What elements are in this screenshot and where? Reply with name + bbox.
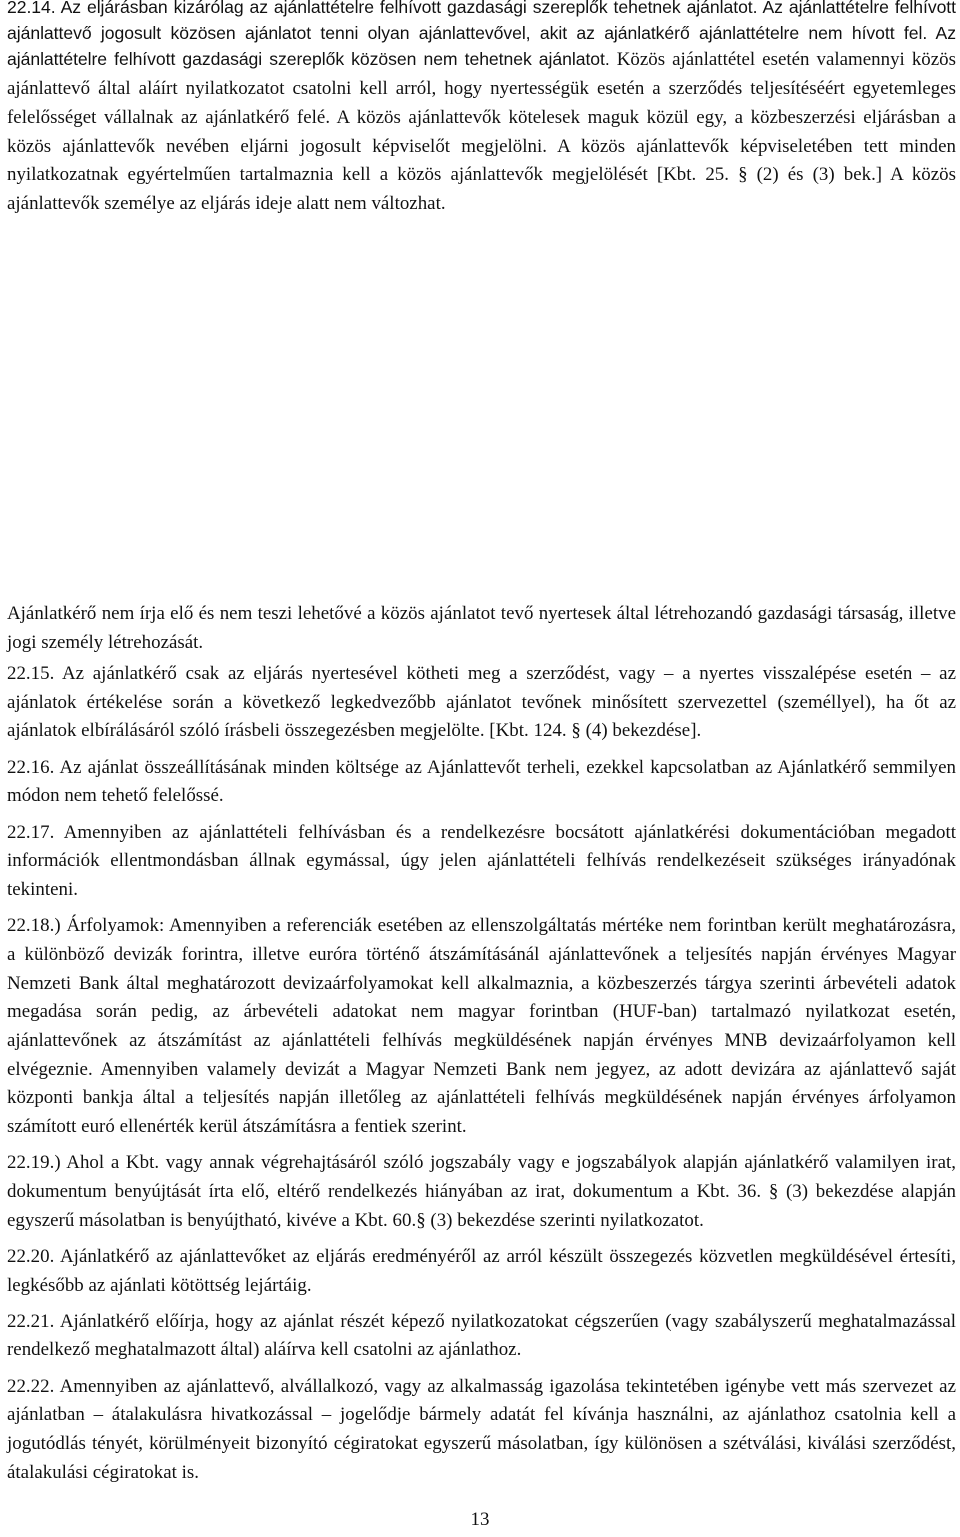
section-22-14-paragraph xyxy=(7,0,956,219)
sections-block xyxy=(7,660,956,1487)
section-22-21-paragraph: 22.21. Ajánlatkérő előírja, hogy az ajánlat részét képező nyilatkozatokat cégszerűen (vagy szabályszerű meghatalmazással rendelkező meghatalmazott által) aláírva kell csatolni az ajánlathoz. xyxy=(7,1310,956,1361)
section-22-14-extra-paragraph: Ajánlatkérő nem írja elő és nem teszi lehetővé a közös ajánlatot tevő nyertesek által létrehozandó gazdasági társaság, illetve jogi személy létrehozását. xyxy=(7,603,956,653)
section-22-19-paragraph: 22.19.) Ahol a Kbt. vagy annak végrehajtásáról szóló jogszabály vagy e jogszabályok alapján ajánlatkérő valamilyen irat, dokumentum benyújtását írta elő, eltérő rendelkezés hiányában az irat, dokumentum a Kbt. 36. § (3) bekezdése alapján egyszerű másolatban is benyújtható, kivéve a Kbt. 60.§ (3) bekezdése szerinti nyilatkozatot. xyxy=(7,1152,956,1231)
section-22-22-paragraph: 22.22. Amennyiben az ajánlattevő, alvállalkozó, vagy az alkalmasság igazolása tekintetében igénybe vett más szervezet az ajánlatban – átalakulásra hivatkozással – jogelődje bármely adatát fel kívánja használni, az ajánlathoz csatolnia kell a jogutódlás tényét, körülményeit bizonyító cégiratokat egyszerű másolatban, így különösen a szétválási, kiválási szerződést, átalakulási cégiratokat is. xyxy=(7,1375,956,1483)
section-22-15-paragraph: 22.15. Az ajánlatkérő csak az eljárás nyertesével kötheti meg a szerződést, vagy – a nyertes visszalépése esetén – az ajánlatok értékelése során a következő legkedvezőbb ajánlatot tevőnek minősített szervezettel (személlyel), ha őt az ajánlatok elbírálásáról szóló írásbeli összegezésben megjelölte. [Kbt. 124. § (4) bekezdése]. xyxy=(7,663,956,742)
page-number: 13 xyxy=(470,1509,490,1530)
section-22-17-paragraph: 22.17. Amennyiben az ajánlattételi felhívásban és a rendelkezésre bocsátott ajánlatkérési dokumentációban megadott információk ellentmondásban állnak egymással, úgy jelen ajánlattételi felhívás rendelkezéseit szükséges irányadónak tekinteni. xyxy=(7,821,956,900)
section-22-20-paragraph: 22.20. Ajánlatkérő az ajánlattevőket az eljárás eredményéről az arról készült összegezés közvetlen megküldésével értesíti, legkésőbb az ajánlati kötöttség lejártáig. xyxy=(7,1245,956,1296)
section-22-14-text-serif: Közös ajánlattétel esetén valamennyi közös ajánlattevő által aláírt nyilatkozatot csatolni kell arról, hogy nyertességük esetén a szerződés teljesítéséért egyetemleges felelősséget vállalnak az ajánlatkérő felé. A közös ajánlattevők kötelesek maguk közül egy, a közbeszerzési eljárásban a közös ajánlattevők nevében eljárni jogosult képviselőt megjelölni. A közös ajánlattevők képviseletében tett minden nyilatkozatnak egyértelműen tartalmaznia kell a közös ajánlattevők megjelölését [Kbt. 25. § (2) és (3) bek.] A közös ajánlattevők személye az eljárás ideje alatt nem változhat. xyxy=(7,49,956,214)
section-22-16-paragraph: 22.16. Az ajánlat összeállításának minden költsége az Ajánlattevőt terheli, ezekkel kapcsolatban az Ajánlatkérő semmilyen módon nem tehető felelőssé. xyxy=(7,756,956,807)
section-22-18-paragraph: 22.18.) Árfolyamok: Amennyiben a referenciák esetében az ellenszolgáltatás mértéke nem forintban került meghatározásra, a különböző devizák forintra, illetve euróra történő átszámításánál ajánlattevőnek a teljesítés napján érvényes Magyar Nemzeti Bank által meghatározott devizaárfolyamokat kell alkalmaznia, a közbeszerzés tárgya szerinti árbevételi adatok megadása során pedig, az árbevételi adatokat nem magyar forintban (HUF-ban) tartalmazó nyilatkozat esetén, ajánlattevőnek az átszámítást az ajánlattételi felhívás megküldésének napján érvényes MNB devizaárfolyamon kell elvégeznie. Amennyiben valamely devizát a Magyar Nemzeti Bank nem jegyez, az adott devizára az ajánlattevő saját központi bankja által a teljesítés napján illetőleg az ajánlattételi felhívás megküldésének napján érvényes árfolyamon számított euró ellenérték kerül átszámításra a fentiek szerint. xyxy=(7,915,956,1138)
section-22-14-text-sans: 22.14. Az eljárásban kizárólag az ajánlattételre felhívott gazdasági szereplők tehetnek ajánlatot. Az ajánlattételre felhívott ajánlattevő jogosult közösen ajánlatot tenni olyan ajánlattevővel, akit az ajánlatkérő ajánlattételre nem hívott fel. Az ajánlattételre felhívott gazdasági szereplők közösen nem tehetnek ajánlatot. xyxy=(7,0,956,70)
